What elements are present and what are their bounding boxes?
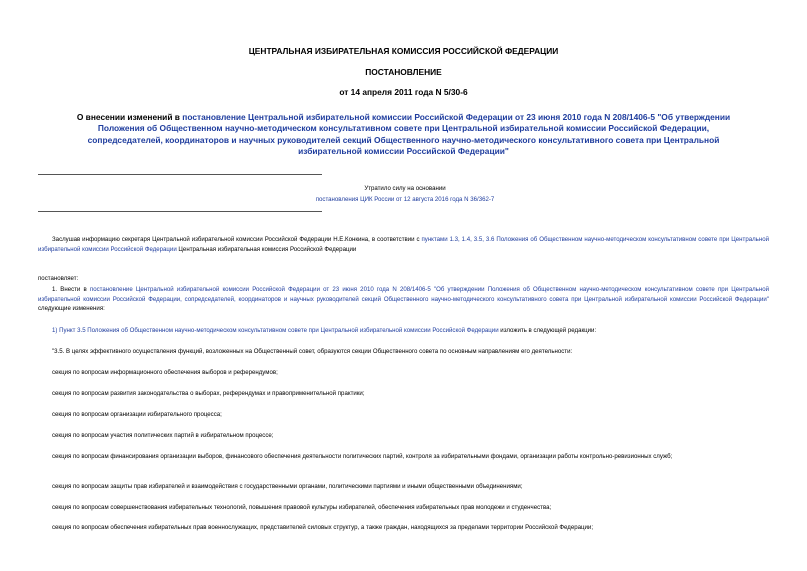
section-item: секция по вопросам финансирования организации выборов, финансового обеспечения деятельности политических партий, контроля за избирательными фондами, организации работы контрольно-ревизионных служб; — [52, 453, 673, 460]
issuing-authority: ЦЕНТРАЛЬНАЯ ИЗБИРАТЕЛЬНАЯ КОМИССИЯ РОССИЙСКОЙ ФЕДЕРАЦИИ — [248, 46, 559, 56]
document-date-number: от 14 апреля 2011 года N 5/30-6 — [339, 87, 468, 97]
title-prefix: О внесении изменений в — [76, 112, 183, 122]
amended-decree-link[interactable]: постановление Центральной избирательной комиссии Российской Федерации от 23 июня 2010 года N 208/1406-5 "Об утверждении Положения об Общественном научно-методическом консультативном совете при Центральной избирательной комиссии Российской Федерации, сопредседателей, координаторов и научных руководителей секций Общественного научно-методического консультативного совета при Центральной избирательной комиссии Российской Федерации" — [87, 112, 731, 157]
section-item: секция по вопросам совершенствования избирательных технологий, повышения правовой культуры избирателей, обеспечения избирательных прав молодежи и студенчества; — [52, 504, 552, 511]
section-item: секция по вопросам обеспечения избирательных прав военнослужащих, представителей силовых структур, а также граждан, находящихся за пределами территории Российской Федерации; — [52, 524, 594, 531]
section-item: секция по вопросам защиты прав избирателей и взаимодействия с государственными органами, политическими партиями и иными общественными объединениями; — [52, 483, 523, 490]
section-item: секция по вопросам организации избирательного процесса; — [52, 411, 222, 418]
subitem-1-paragraph — [38, 326, 769, 336]
preamble-text: Заслушав информацию секретаря Центральной избирательной комиссии Российской Федерации Н.Е.Конкина, в соответствии с — [52, 236, 422, 243]
document-title — [60, 112, 747, 158]
section-item: секция по вопросам информационного обеспечения выборов и референдумов; — [52, 369, 278, 376]
clause-3-5-link[interactable]: 1) Пункт 3.5 Положения об Общественном научно-методическом консультативном совете при Центральной избирательной комиссии Российской Федерации — [52, 327, 499, 334]
preamble-suffix: Центральная избирательная комиссия Российской Федерации — [176, 245, 357, 253]
preamble-paragraph — [38, 235, 769, 254]
repeal-note — [260, 184, 550, 206]
section-item: секция по вопросам развития законодательства о выборах, референдумах и правоприменительной практики; — [52, 390, 365, 397]
item-1-suffix: следующие изменения: — [38, 305, 105, 313]
resolves-paragraph: постановляет: — [38, 275, 79, 282]
item-1-decree-link[interactable]: постановление Центральной избирательной комиссии Российской Федерации от 23 июня 2010 года N 208/1406-5 "Об утверждении Положения об Общественном научно-методическом консультативном совете при Центральной избирательной комиссии Российской Федерации, сопредседателей, координаторов и научных руководителей секций Общественного научно-методического консультативного совета при Центральной избирательной комиссии Российской Федерации" — [38, 286, 769, 303]
bottom-divider — [38, 211, 322, 212]
clause-3-5-paragraph: "3.5. В целях эффективного осуществления функций, возложенных на Общественный совет, образуются секции Общественного совета по основным направлениям его деятельности: — [52, 348, 573, 355]
regulation-clauses-link[interactable]: пунктами 1.3, 1.4, 3.5, 3.6 Положения об Общественном научно-методическом консультативном совете при Центральной избирательной комиссии Российской Федерации — [38, 236, 769, 253]
top-divider — [38, 174, 322, 175]
section-item: секция по вопросам участия политических партий в избирательном процессе; — [52, 432, 274, 439]
item-1-paragraph — [38, 285, 769, 314]
repeal-note-text: Утратило силу на основании — [364, 185, 446, 192]
document-type: ПОСТАНОВЛЕНИЕ — [365, 67, 442, 77]
repealing-decree-link[interactable]: постановления ЦИК России от 12 августа 2016 года N 36/362-7 — [315, 195, 495, 203]
subitem-1-suffix: изложить в следующей редакции: — [498, 327, 597, 334]
item-1-prefix: 1. Внести в — [52, 286, 90, 293]
